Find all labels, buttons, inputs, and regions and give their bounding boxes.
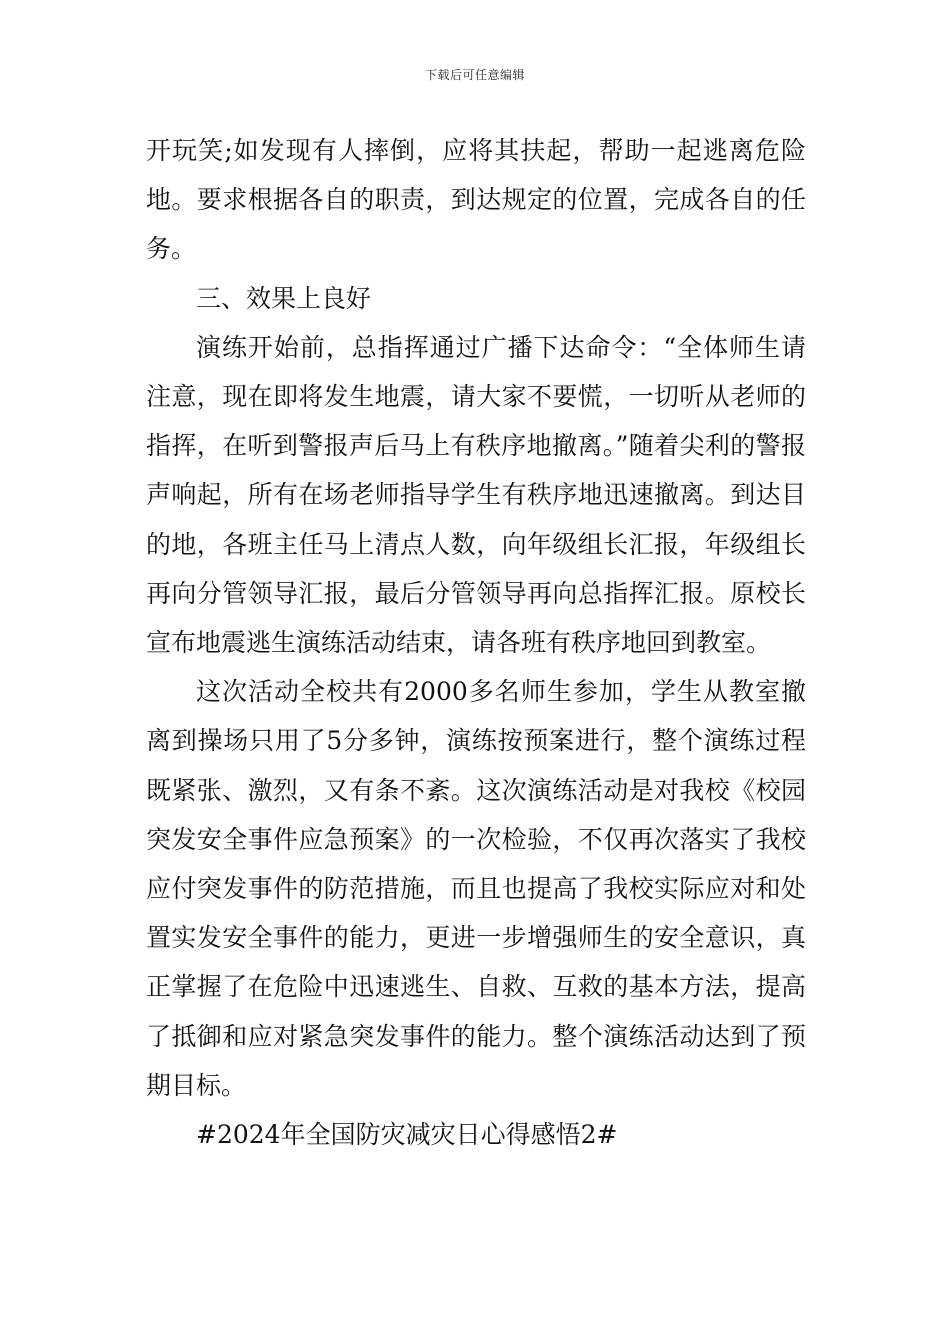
- section-heading: 三、效果上良好: [196, 283, 372, 313]
- paragraph-continuation: 开玩笑;如发现有人摔倒，应将其扶起，帮助一起逃离危险地。要求根据各自的职责，到达规定的位置，完成各自的任务。: [146, 136, 806, 264]
- paragraph-drill-process: 演练开始前，总指挥通过广播下达命令：“全体师生请注意，现在即将发生地震，请大家不要慌，一切听从老师的指挥，在听到警报声后马上有秩序地撤离。”随着尖利的警报声响起，所有在场老师指导学生有秩序地迅速撤离。到达目的地，各班主任马上清点人数，向年级组长汇报，年级组长再向分管领导汇报，最后分管领导再向总指挥汇报。原校长宣布地震逃生演练活动结束，请各班有秩序地回到教室。: [146, 332, 806, 658]
- header-note: 下载后可任意编辑: [424, 68, 525, 82]
- paragraph-drill-summary: 这次活动全校共有2000多名师生参加，学生从教室撤离到操场只用了5分多钟，演练按预案进行，整个演练过程既紧张、激烈，又有条不紊。这次演练活动是对我校《校园突发安全事件应急预案》的一次检验，不仅再次落实了我校应付突发事件的防范措施，而且也提高了我校实际应对和处置实发安全事件的能力，更进一步增强师生的安全意识，真正掌握了在危险中迅速逃生、自救、互救的基本方法，提高了抵御和应对紧急突发事件的能力。整个演练活动达到了预期目标。: [146, 677, 806, 1100]
- document-body: [146, 126, 806, 1159]
- next-article-title: #2024年全国防灾减灾日心得感悟2#: [196, 1120, 618, 1150]
